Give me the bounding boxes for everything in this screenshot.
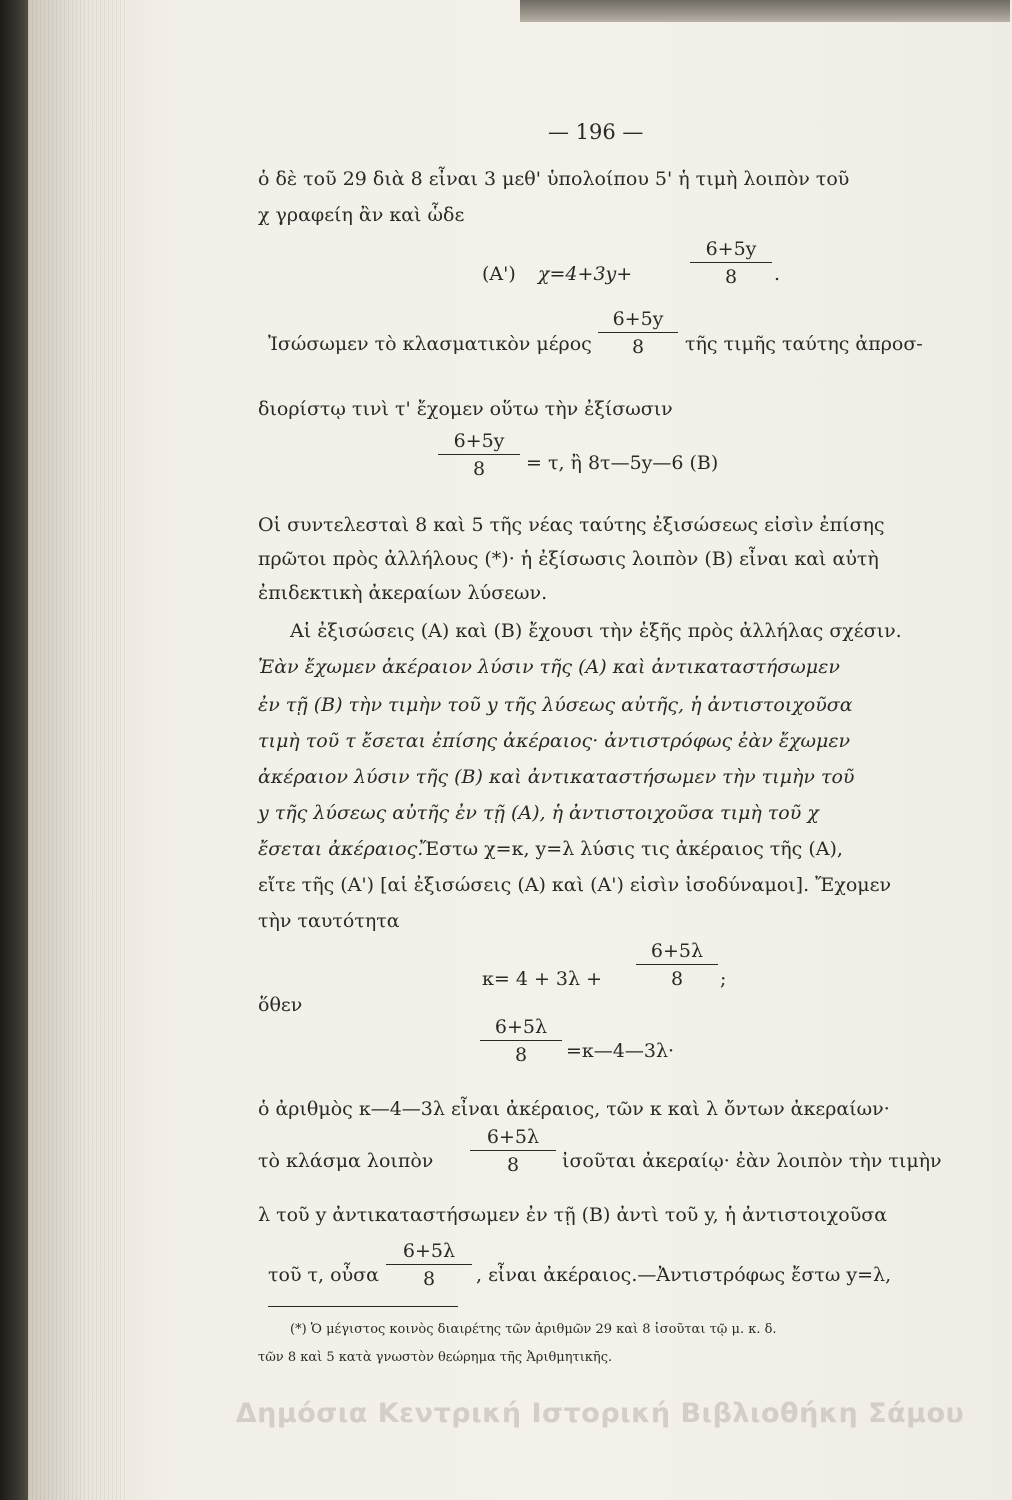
fraction-denominator: 8	[631, 336, 645, 358]
fraction-numerator: 6+5y	[705, 238, 757, 260]
text-line-17: ὅθεν	[258, 994, 303, 1016]
fraction-bar	[480, 1040, 562, 1041]
equation-A-fraction	[690, 238, 772, 288]
inline-fraction-2	[470, 1126, 556, 1176]
fraction-bar	[470, 1150, 556, 1151]
fraction-numerator: 6+5λ	[494, 1016, 548, 1038]
text-line-19b: ἰσοῦται ἀκεραίῳ· ἐὰν λοιπὸν τὴν τιμὴν	[562, 1150, 942, 1172]
text-line-10: ἐν τῇ (Β) τὴν τιμὴν τοῦ y τῆς λύσεως αὐτῆς, ἡ ἀντιστοιχοῦσα	[258, 694, 853, 716]
text-line-21a: τοῦ τ, οὖσα	[268, 1264, 379, 1286]
text-line-11: τιμὴ τοῦ τ ἔσεται ἐπίσης ἀκέραιος· ἀντιστρόφως ἐὰν ἔχωμεν	[258, 730, 851, 752]
fraction-denominator: 8	[506, 1154, 520, 1176]
library-watermark: Δημόσια Κεντρική Ιστορική Βιβλιοθήκη Σάμου	[235, 1398, 965, 1429]
text-line-1: ὁ δὲ τοῦ 29 διὰ 8 εἶναι 3 μεθ' ὑπολοίπου 5' ἡ τιμὴ λοιπὸν τοῦ	[258, 168, 850, 190]
fraction-numerator: 6+5y	[612, 308, 664, 330]
scan-top-border	[520, 0, 1010, 22]
text-line-3b: τῆς τιμῆς ταύτης ἀπροσ-	[685, 333, 923, 355]
footnote-line-2: τῶν 8 καὶ 5 κατὰ γνωστὸν θεώρημα τῆς Ἀριθμητικῆς.	[258, 1350, 613, 1365]
text-line-3a: Ἰσώσωμεν τὸ κλασματικὸν μέρος	[268, 333, 592, 355]
fraction-bar	[438, 454, 520, 455]
equation-C-lhs: κ= 4 + 3λ +	[482, 968, 603, 990]
footnote-line-1: (*) Ὁ μέγιστος κοινὸς διαιρέτης τῶν ἀριθμῶν 29 καὶ 8 ἰσοῦται τῷ μ. κ. δ.	[290, 1322, 777, 1337]
fraction-denominator: 8	[422, 1268, 436, 1290]
inline-fraction-1	[598, 308, 678, 358]
page-spine-shadow	[28, 0, 128, 1500]
fraction-numerator: 6+5λ	[486, 1126, 540, 1148]
fraction-bar	[636, 964, 718, 965]
equation-A-label: (Α')	[482, 263, 516, 285]
equation-A-end: .	[774, 263, 781, 285]
text-line-2: χ γραφείη ἂν καὶ ὧδε	[258, 204, 465, 226]
footnote-rule	[268, 1306, 458, 1307]
fraction-denominator: 8	[472, 458, 486, 480]
equation-D-fraction	[480, 1016, 562, 1066]
fraction-bar	[690, 262, 772, 263]
fraction-numerator: 6+5λ	[650, 940, 704, 962]
equation-C-fraction	[636, 940, 718, 990]
equation-A-lhs: χ=4+3y+	[538, 263, 633, 285]
text-line-21b: , εἶναι ἀκέραιος.—Ἀντιστρόφως ἔστω y=λ,	[476, 1264, 892, 1286]
text-line-8: Αἱ ἐξισώσεις (Α) καὶ (Β) ἔχουσι τὴν ἑξῆς πρὸς ἀλλήλας σχέσιν.	[290, 620, 902, 642]
equation-B-fraction	[438, 430, 520, 480]
equation-B-rhs: = τ, ἢ 8τ—5y—6 (Β)	[526, 452, 719, 474]
text-line-14b: Ἔστω χ=κ, y=λ λύσις τις ἀκέραιος τῆς (Α),	[420, 838, 843, 860]
fraction-numerator: 6+5y	[453, 430, 505, 452]
fraction-numerator: 6+5λ	[402, 1240, 456, 1262]
text-line-7: ἐπιδεκτικὴ ἀκεραίων λύσεων.	[258, 582, 548, 604]
page-number: — 196 —	[548, 120, 644, 144]
text-line-6: πρῶτοι πρὸς ἀλλήλους (*)· ἡ ἐξίσωσις λοιπὸν (Β) εἶναι καὶ αὐτὴ	[258, 548, 879, 570]
equation-C-end: ;	[720, 968, 727, 990]
fraction-denominator: 8	[670, 968, 684, 990]
text-line-15: εἴτε τῆς (Α') [αἱ ἐξισώσεις (Α) καὶ (Α') εἰσὶν ἰσοδύναμοι]. Ἔχομεν	[258, 874, 892, 896]
fraction-bar	[386, 1264, 472, 1265]
text-line-14a: ἔσεται ἀκέραιος.	[258, 838, 424, 860]
fraction-denominator: 8	[724, 266, 738, 288]
fraction-denominator: 8	[514, 1044, 528, 1066]
text-line-4: διορίστῳ τινὶ τ' ἔχομεν οὕτω τὴν ἐξίσωσιν	[258, 398, 673, 420]
text-line-13: y τῆς λύσεως αὐτῆς ἐν τῇ (Α), ἡ ἀντιστοιχοῦσα τιμὴ τοῦ χ	[258, 802, 819, 824]
text-line-18: ὁ ἀριθμὸς κ—4—3λ εἶναι ἀκέραιος, τῶν κ καὶ λ ὄντων ἀκεραίων·	[258, 1098, 890, 1120]
inline-fraction-3	[386, 1240, 472, 1290]
text-line-20: λ τοῦ y ἀντικαταστήσωμεν ἐν τῇ (Β) ἀντὶ τοῦ y, ἡ ἀντιστοιχοῦσα	[258, 1204, 888, 1226]
text-line-12: ἀκέραιον λύσιν τῆς (Β) καὶ ἀντικαταστήσωμεν τὴν τιμὴν τοῦ	[258, 766, 855, 788]
text-line-19a: τὸ κλάσμα λοιπὸν	[258, 1150, 434, 1172]
text-line-9: Ἐὰν ἔχωμεν ἀκέραιον λύσιν τῆς (Α) καὶ ἀντικαταστήσωμεν	[258, 656, 840, 678]
fraction-bar	[598, 332, 678, 333]
scan-dark-edge	[0, 0, 30, 1500]
text-line-5: Οἱ συντελεσταὶ 8 καὶ 5 τῆς νέας ταύτης ἐξισώσεως εἰσὶν ἐπίσης	[258, 514, 885, 536]
equation-D-rhs: =κ—4—3λ·	[566, 1040, 675, 1062]
text-line-16: τὴν ταυτότητα	[258, 910, 400, 932]
